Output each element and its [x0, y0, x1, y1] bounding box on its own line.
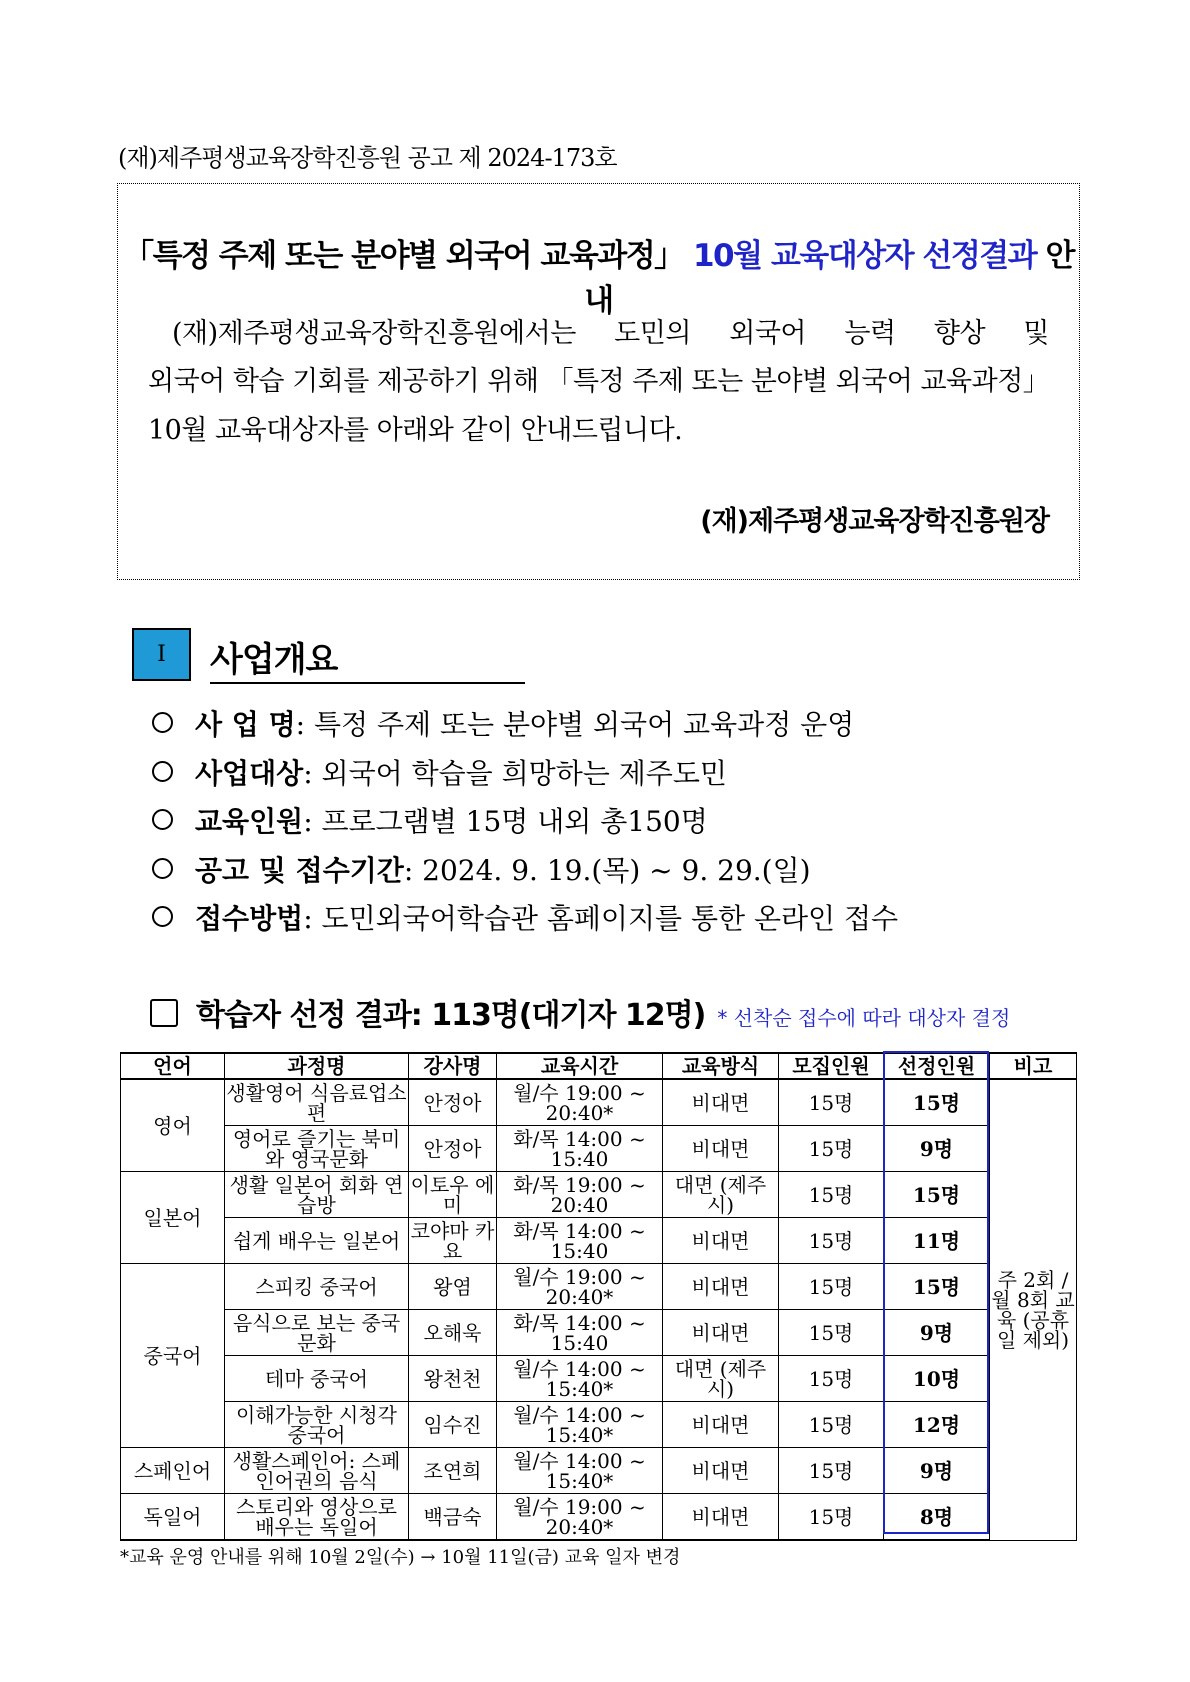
- language-cell: 스페인어: [121, 1448, 225, 1494]
- capacity-cell: 15명: [779, 1172, 884, 1218]
- checkbox-square-icon: [150, 999, 178, 1027]
- teacher-cell: 백금숙: [409, 1494, 497, 1541]
- overview-value: : 외국어 학습을 희망하는 제주도민: [303, 757, 727, 790]
- language-cell: 일본어: [121, 1172, 225, 1264]
- time-cell: 화/목 19:00 ~ 20:40: [497, 1172, 663, 1218]
- method-cell: 비대면: [663, 1079, 779, 1126]
- selected-cell: 11명: [884, 1218, 990, 1264]
- result-note: * 선착순 접수에 따라 대상자 결정: [717, 1006, 1011, 1030]
- notice-box: [117, 183, 1080, 580]
- section-underline: [210, 682, 525, 684]
- section-number-badge: Ⅰ: [132, 628, 191, 681]
- selected-cell: 9명: [884, 1126, 990, 1172]
- notice-title-part1: 「특정 주제 또는 분야별 외국어 교육과정」: [123, 238, 684, 274]
- capacity-cell: 15명: [779, 1264, 884, 1310]
- table-row: [121, 1494, 1077, 1541]
- notice-title: [118, 230, 1079, 320]
- teacher-cell: 왕천천: [409, 1356, 497, 1402]
- method-cell: 비대면: [663, 1264, 779, 1310]
- overview-value: : 특정 주제 또는 분야별 외국어 교육과정 운영: [295, 708, 855, 741]
- overview-value: : 프로그램별 15명 내외 총150명: [303, 805, 708, 838]
- table-row: [121, 1218, 1077, 1264]
- capacity-cell: 15명: [779, 1448, 884, 1494]
- time-cell: 화/목 14:00 ~ 15:40: [497, 1310, 663, 1356]
- table-row: [121, 1264, 1077, 1310]
- selected-cell: 8명: [884, 1494, 990, 1541]
- teacher-cell: 코야마 카요: [409, 1218, 497, 1264]
- selected-cell: 15명: [884, 1264, 990, 1310]
- teacher-cell: 이토우 에미: [409, 1172, 497, 1218]
- method-cell: 비대면: [663, 1218, 779, 1264]
- capacity-cell: 15명: [779, 1356, 884, 1402]
- notice-title-part3: 안내: [584, 238, 1074, 319]
- table-row: [121, 1079, 1077, 1126]
- capacity-cell: 15명: [779, 1494, 884, 1541]
- time-cell: 월/수 19:00 ~ 20:40*: [497, 1494, 663, 1541]
- column-header: 언어: [121, 1053, 225, 1079]
- table-row: [121, 1402, 1077, 1448]
- method-cell: 비대면: [663, 1494, 779, 1541]
- teacher-cell: 안정아: [409, 1126, 497, 1172]
- capacity-cell: 15명: [779, 1079, 884, 1126]
- selected-cell: 15명: [884, 1079, 990, 1126]
- course-cell: 생활 일본어 회화 연습방: [225, 1172, 409, 1218]
- table-header-row: [121, 1053, 1077, 1079]
- teacher-cell: 오해욱: [409, 1310, 497, 1356]
- method-cell: 비대면: [663, 1448, 779, 1494]
- remark-cell: 주 2회 / 월 8회 교육 (공휴일 제외): [990, 1079, 1077, 1540]
- overview-item: [152, 800, 708, 840]
- course-cell: 스피킹 중국어: [225, 1264, 409, 1310]
- capacity-cell: 15명: [779, 1310, 884, 1356]
- teacher-cell: 왕염: [409, 1264, 497, 1310]
- column-header: 모집인원: [779, 1053, 884, 1079]
- column-header: 과정명: [225, 1053, 409, 1079]
- footnote: *교육 운영 안내를 위해 10월 2일(수) → 10월 11일(금) 교육 일자 변경: [120, 1547, 681, 1568]
- notice-body-line: 10월 교육대상자를 아래와 같이 안내드립니다.: [148, 415, 683, 446]
- notice-number: (재)제주평생교육장학진흥원 공고 제 2024-173호: [118, 144, 617, 172]
- language-cell: 중국어: [121, 1264, 225, 1448]
- overview-label: 접수방법: [195, 902, 304, 935]
- method-cell: 비대면: [663, 1126, 779, 1172]
- selection-result-table: [120, 1052, 1077, 1541]
- time-cell: 월/수 19:00 ~ 20:40*: [497, 1079, 663, 1126]
- course-cell: 음식으로 보는 중국문화: [225, 1310, 409, 1356]
- circle-bullet-icon: [152, 761, 173, 782]
- method-cell: 대면 (제주시): [663, 1172, 779, 1218]
- circle-bullet-icon: [152, 858, 173, 879]
- selected-cell: 9명: [884, 1310, 990, 1356]
- time-cell: 월/수 14:00 ~ 15:40*: [497, 1356, 663, 1402]
- overview-label: 공고 및 접수기간: [195, 854, 404, 887]
- course-cell: 생활영어 식음료업소편: [226, 1080, 407, 1125]
- course-cell: 테마 중국어: [225, 1356, 409, 1402]
- notice-body-line: (재)제주평생교육장학진흥원에서는 도민의 외국어 능력 향상 및: [172, 318, 1049, 349]
- capacity-cell: 15명: [779, 1218, 884, 1264]
- selected-cell: 15명: [884, 1172, 990, 1218]
- table-row: [121, 1356, 1077, 1402]
- teacher-cell: 조연희: [409, 1448, 497, 1494]
- time-cell: 화/목 14:00 ~ 15:40: [497, 1218, 663, 1264]
- overview-label: 사업대상: [195, 757, 304, 790]
- course-cell: 생활스페인어: 스페인어권의 음식: [225, 1448, 409, 1494]
- overview-value: : 도민외국어학습관 홈페이지를 통한 온라인 접수: [303, 902, 899, 935]
- selected-cell: 9명: [884, 1448, 990, 1494]
- overview-label: 교육인원: [195, 805, 304, 838]
- course-cell: 쉽게 배우는 일본어: [225, 1218, 409, 1264]
- language-cell: 영어: [121, 1079, 225, 1172]
- method-cell: 비대면: [663, 1402, 779, 1448]
- method-cell: 비대면: [663, 1310, 779, 1356]
- notice-title-part2: 10월 교육대상자 선정결과: [692, 238, 1037, 274]
- overview-item: [152, 849, 811, 889]
- method-cell: 대면 (제주시): [663, 1356, 779, 1402]
- time-cell: 월/수 19:00 ~ 20:40*: [497, 1264, 663, 1310]
- selected-cell: 10명: [884, 1356, 990, 1402]
- table-row: [121, 1126, 1077, 1172]
- overview-item: [152, 897, 898, 937]
- course-cell: 영어로 즐기는 북미와 영국문화: [225, 1126, 409, 1172]
- overview-item: [152, 703, 854, 743]
- capacity-cell: 15명: [779, 1402, 884, 1448]
- table-row: [121, 1310, 1077, 1356]
- notice-body-line: 외국어 학습 기회를 제공하기 위해 「특정 주제 또는 분야별 외국어 교육과정」: [148, 366, 1050, 397]
- section-title: 사업개요: [210, 640, 338, 680]
- language-cell: 독일어: [121, 1494, 225, 1541]
- time-cell: 화/목 14:00 ~ 15:40: [497, 1126, 663, 1172]
- overview-label: 사 업 명: [195, 708, 296, 741]
- circle-bullet-icon: [152, 712, 173, 733]
- column-header: 교육시간: [497, 1053, 663, 1079]
- result-heading: [150, 990, 1010, 1034]
- column-header: 선정인원: [884, 1053, 990, 1079]
- circle-bullet-icon: [152, 906, 173, 927]
- column-header: 비고: [990, 1053, 1077, 1079]
- time-cell: 월/수 14:00 ~ 15:40*: [497, 1448, 663, 1494]
- teacher-cell: 안정아: [409, 1079, 497, 1126]
- time-cell: 월/수 14:00 ~ 15:40*: [497, 1402, 663, 1448]
- circle-bullet-icon: [152, 809, 173, 830]
- capacity-cell: 15명: [779, 1126, 884, 1172]
- overview-value: : 2024. 9. 19.(목) ~ 9. 29.(일): [403, 854, 811, 887]
- result-title: 학습자 선정 결과: 113명(대기자 12명): [196, 998, 706, 1033]
- course-cell: 스토리와 영상으로 배우는 독일어: [225, 1494, 409, 1541]
- overview-item: [152, 752, 727, 792]
- table-row: [121, 1448, 1077, 1494]
- teacher-cell: 임수진: [409, 1402, 497, 1448]
- table-row: [121, 1172, 1077, 1218]
- selected-cell: 12명: [884, 1402, 990, 1448]
- column-header: 강사명: [409, 1053, 497, 1079]
- column-header: 교육방식: [663, 1053, 779, 1079]
- notice-signature: (재)제주평생교육장학진흥원장: [700, 506, 1049, 537]
- course-cell: 이해가능한 시청각 중국어: [225, 1402, 409, 1448]
